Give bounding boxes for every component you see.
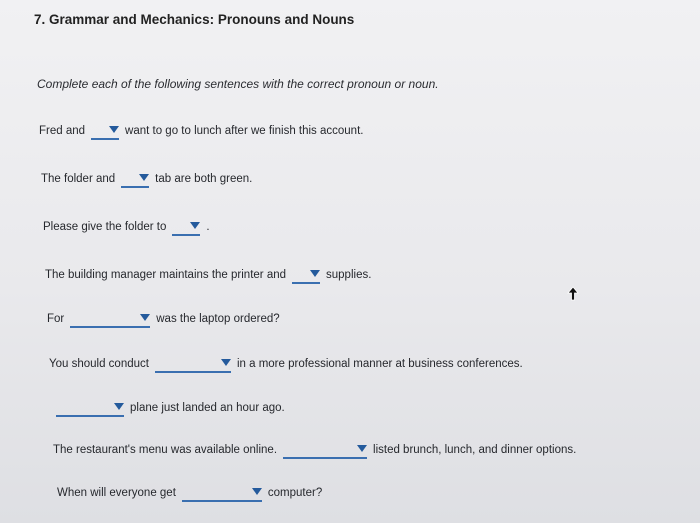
sentence-9-dropdown[interactable]: [182, 485, 262, 502]
sentence-8: [53, 440, 576, 457]
sentence-2-before: The folder and: [41, 173, 116, 185]
dropdown-caret-icon: [357, 445, 367, 452]
dropdown-caret-icon: [190, 222, 200, 229]
sentence-7-dropdown[interactable]: [56, 400, 124, 417]
sentence-2: [41, 169, 252, 186]
sentence-2-after: tab are both green.: [155, 173, 253, 185]
sentence-3: [43, 217, 210, 234]
dropdown-caret-icon: [252, 488, 262, 495]
sentence-1-before: Fred and: [39, 125, 86, 137]
sentence-7-after: plane just landed an hour ago.: [130, 402, 285, 414]
mouse-cursor-icon: [566, 286, 580, 302]
sentence-5: [47, 309, 280, 326]
sentence-6-dropdown[interactable]: [155, 356, 231, 373]
dropdown-caret-icon: [140, 314, 150, 321]
sentence-6: [49, 354, 523, 371]
dropdown-caret-icon: [221, 359, 231, 366]
sentence-3-before: Please give the folder to: [43, 221, 167, 233]
question-heading: 7. Grammar and Mechanics: Pronouns and Nouns: [34, 12, 355, 27]
instructions-text: Complete each of the following sentences with the correct pronoun or noun.: [37, 77, 439, 91]
sentence-8-after: listed brunch, lunch, and dinner options.: [373, 444, 577, 456]
sentence-6-after: in a more professional manner at business conferences.: [236, 358, 523, 370]
sentence-3-dropdown[interactable]: [172, 219, 200, 236]
sentence-8-dropdown[interactable]: [283, 442, 367, 459]
sentence-6-before: You should conduct: [49, 358, 149, 370]
sentence-4-dropdown[interactable]: [292, 267, 320, 284]
sentence-9: [57, 483, 322, 500]
sentence-7: [50, 398, 285, 415]
sentence-8-before: The restaurant's menu was available online.: [53, 444, 278, 456]
sentence-9-after: computer?: [267, 487, 323, 499]
sentence-3-after: .: [206, 221, 210, 233]
sentence-4: [45, 265, 371, 282]
sentence-1-after: want to go to lunch after we finish this account.: [125, 125, 364, 137]
dropdown-caret-icon: [109, 126, 119, 133]
dropdown-caret-icon: [139, 174, 149, 181]
sentence-5-before: For: [47, 313, 65, 325]
dropdown-caret-icon: [310, 270, 320, 277]
sentence-9-before: When will everyone get: [57, 487, 176, 499]
dropdown-caret-icon: [114, 403, 124, 410]
sentence-5-after: was the laptop ordered?: [156, 313, 280, 325]
sentence-4-after: supplies.: [326, 269, 372, 281]
sentence-5-dropdown[interactable]: [70, 311, 150, 328]
sentence-1-dropdown[interactable]: [91, 123, 119, 140]
sentence-4-before: The building manager maintains the printer and: [45, 269, 287, 281]
sentence-2-dropdown[interactable]: [121, 171, 149, 188]
sentence-1: [39, 121, 363, 138]
